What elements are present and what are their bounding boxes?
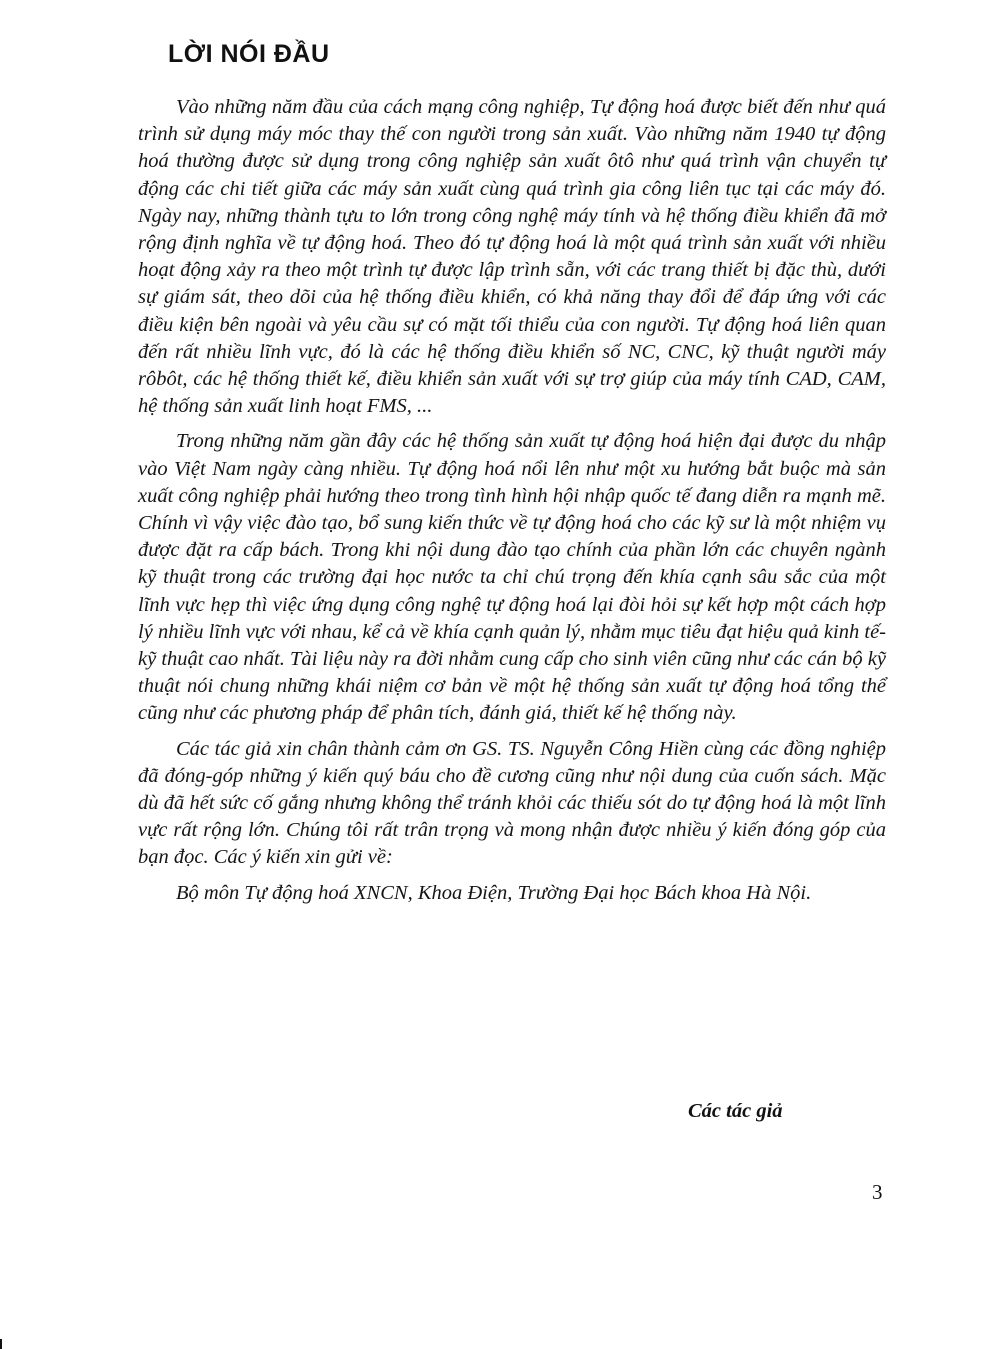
paragraph: Trong những năm gần đây các hệ thống sản xuất tự động hoá hiện đại được du nhập vào Việt Nam ngày càng nhiều. Tự động hoá nổi lên như một xu hướng bắt buộc mà sản xuất công nghiệp phải hướng theo trong tình hình hội nhập quốc tế đang diễn ra mạnh mẽ. Chính vì vậy việc đào tạo, bổ sung kiến thức về tự động hoá cho các kỹ sư là một nhiệm vụ được đặt ra cấp bách. Trong khi nội dung đào tạo chính của phần lớn các chuyên ngành kỹ thuật trong các trường đại học nước ta chỉ chú trọng đến khía cạnh sâu sắc của một lĩnh vực hẹp thì việc ứng dụng công nghệ tự động hoá lại đòi hỏi sự kết hợp một cách hợp lý nhiều lĩnh vực với nhau, kể cả về khía cạnh quản lý, nhằm mục tiêu đạt hiệu quả kinh tế-kỹ thuật cao nhất. Tài liệu này ra đời nhằm cung cấp cho sinh viên cũng như các cán bộ kỹ thuật nói chung những khái niệm cơ bản về một hệ thống sản xuất tự động hoá tổng thể cũng như các phương pháp để phân tích, đánh giá, thiết kế hệ thống này.: [138, 430, 886, 725]
signature: Các tác giả: [688, 1100, 783, 1122]
page-number: 3: [872, 1180, 883, 1204]
paragraph: Vào những năm đầu của cách mạng công nghiệp, Tự động hoá được biết đến như quá trình sử dụng máy móc thay thế con người trong sản xuất. Vào những năm 1940 tự động hoá thường được sử dụng trong công nghiệp sản xuất ôtô như quá trình vận chuyển tự động các chi tiết giữa các máy sản xuất cùng quá trình gia công liên tục tại các máy đó. Ngày nay, những thành tựu to lớn trong công nghệ máy tính và hệ thống điều khiển đã mở rộng định nghĩa về tự động hoá. Theo đó tự động hoá là một quá trình sản xuất với nhiều hoạt động xảy ra theo một trình tự được lập trình sẵn, với các trang thiết bị đặc thù, dưới sự giám sát, theo dõi của hệ thống điều khiển, có khả năng thay đổi để đáp ứng với các điều kiện bên ngoài và yêu cầu sự có mặt tối thiểu của con người. Tự động hoá liên quan đến rất nhiều lĩnh vực, đó là các hệ thống điều khiển số NC, CNC, kỹ thuật người máy rôbôt, các hệ thống thiết kế, điều khiển sản xuất với sự trợ giúp của máy tính CAD, CAM, hệ thống sản xuất linh hoạt FMS, ...: [138, 96, 886, 418]
preface-body: [138, 94, 886, 915]
paragraph: Bộ môn Tự động hoá XNCN, Khoa Điện, Trường Đại học Bách khoa Hà Nội.: [176, 881, 812, 904]
paragraph: Các tác giả xin chân thành cảm ơn GS. TS. Nguyễn Công Hiền cùng các đồng nghiệp đã đóng-góp những ý kiến quý báu cho đề cương cũng như nội dung của cuốn sách. Mặc dù đã hết sức cố gắng nhưng không thể tránh khỏi các thiếu sót do tự động hoá là một lĩnh vực rất rộng lớn. Chúng tôi rất trân trọng và mong nhận được nhiều ý kiến đóng góp của bạn đọc. Các ý kiến xin gửi về:: [138, 737, 886, 869]
scan-mark: [0, 1339, 2, 1349]
page-title: LỜI NÓI ĐẦU: [168, 40, 330, 68]
